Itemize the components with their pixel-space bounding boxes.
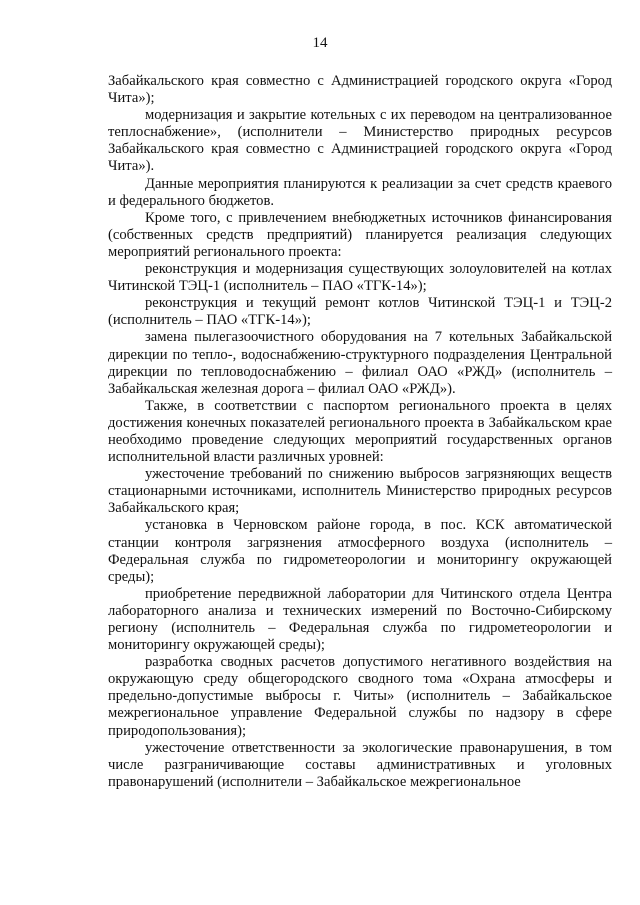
page-body bbox=[108, 73, 612, 791]
paragraph-mobile-lab: приобретение передвижной лаборатории для Читинского отдела Центра лабораторного анализа и технических измерений по Восточно-Сибирскому региону (исполнитель – Федеральная служба по гидрометеорологии и мониторингу окружающей среды); bbox=[108, 585, 612, 654]
paragraph-monitoring-station: установка в Черновском районе города, в пос. КСК автоматической станции контроля загрязнения атмосферного воздуха (исполнитель – Федеральная служба по гидрометеорологии и мониторингу окружающей среды); bbox=[108, 517, 612, 585]
paragraph-continuation: Забайкальского края совместно с Администрацией городского округа «Город Чита»); bbox=[108, 73, 612, 107]
paragraph-emission-calculations: разработка сводных расчетов допустимого негативного воздействия на окружающую среду общегородского сводного тома «Охрана атмосферы и предельно-допустимые выбросы г. Читы» (исполнитель – Забайкальское межрегиональное управление Федеральной службы по надзору в сфере природопользования); bbox=[108, 654, 612, 739]
paragraph-regional-passport: Также, в соответствии с паспортом регионального проекта в целях достижения конечных показателей регионального проекта в Забайкальском крае необходимо проведение следующих мероприятий государственных органов исполнительной власти различных уровней: bbox=[108, 397, 612, 466]
page-number: 14 bbox=[312, 35, 328, 51]
paragraph-dust-equipment: замена пылегазоочистного оборудования на 7 котельных Забайкальской дирекции по тепло-, водоснабжению-структурного подразделения Центральной дирекции по тепловодоснабжению – филиал ОАО «РЖД» (исполнитель – Забайкальская железная дорога – филиал ОАО «РЖД»). bbox=[108, 329, 612, 397]
paragraph-extrabudgetary: Кроме того, с привлечением внебюджетных источников финансирования (собственных средств предприятий) планируется реализация следующих мероприятий регионального проекта: bbox=[108, 209, 612, 260]
paragraph-boiler-repair: реконструкция и текущий ремонт котлов Читинской ТЭЦ-1 и ТЭЦ-2 (исполнитель – ПАО «ТГК-14»); bbox=[108, 295, 612, 329]
paragraph-responsibility: ужесточение ответственности за экологические правонарушения, в том числе разграничивающие составы административных и уголовных правонарушений (исполнители – Забайкальское межрегиональное bbox=[108, 739, 612, 790]
paragraph-boiler-modernization: модернизация и закрытие котельных с их переводом на централизованное теплоснабжение», (исполнители – Министерство природных ресурсов Забайкальского края совместно с Администрацией городского округа «Город Чита»). bbox=[108, 107, 612, 175]
paragraph-ash-collectors: реконструкция и модернизация существующих золоуловителей на котлах Читинской ТЭЦ-1 (исполнитель – ПАО «ТГК-14»); bbox=[108, 261, 612, 295]
paragraph-funding: Данные мероприятия планируются к реализации за счет средств краевого и федерального бюджетов. bbox=[108, 175, 612, 209]
paragraph-emission-requirements: ужесточение требований по снижению выбросов загрязняющих веществ стационарными источниками, исполнитель Министерство природных ресурсов Забайкальского края; bbox=[108, 466, 612, 517]
